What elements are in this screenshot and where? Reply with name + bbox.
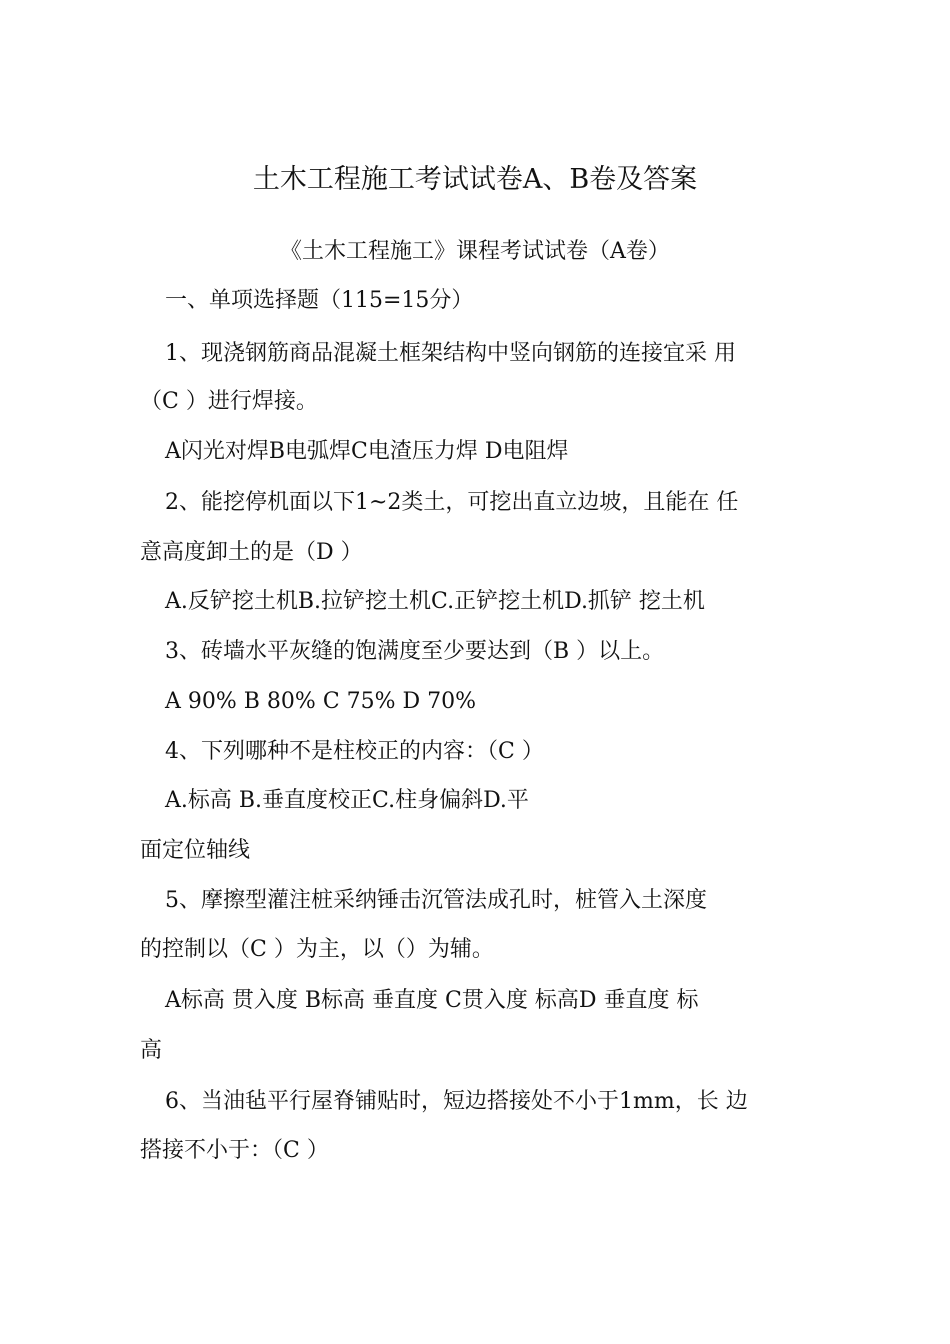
question-3-options: A 90% B 80% C 75% D 70% bbox=[165, 689, 477, 714]
question-4-options-line-2: 面定位轴线 bbox=[140, 838, 251, 863]
question-5-options-line-1: A标高 贯入度 B标高 垂直度 C贯入度 标高D 垂直度 标 bbox=[165, 988, 699, 1013]
question-4-options-line-1: A.标高 B.垂直度校正C.柱身偏斜D.平 bbox=[165, 788, 529, 813]
question-1-line-1: 1、现浇钢筋商品混凝土框架结构中竖向钢筋的连接宜采 用 bbox=[165, 341, 736, 366]
question-5-line-2: 的控制以（C ）为主，以（）为辅。 bbox=[140, 937, 494, 962]
question-3-line-1: 3、砖墙水平灰缝的饱满度至少要达到（B ）以上。 bbox=[165, 639, 665, 664]
question-6-line-2: 搭接不小于：（C ） bbox=[140, 1138, 329, 1163]
question-1-options: A闪光对焊B电弧焊C电渣压力焊 D电阻焊 bbox=[165, 439, 569, 464]
question-1-line-2: （C ）进行焊接。 bbox=[140, 389, 318, 414]
document-subtitle: 《土木工程施工》课程考试试卷（A卷） bbox=[280, 239, 670, 264]
question-4-line-1: 4、下列哪种不是柱校正的内容：（C ） bbox=[165, 739, 544, 764]
section-heading: 一、单项选择题（115=15分） bbox=[165, 288, 474, 313]
question-2-line-2: 意高度卸土的是（D ） bbox=[140, 540, 363, 565]
question-2-line-1: 2、能挖停机面以下1~2类土，可挖出直立边坡，且能在 任 bbox=[165, 490, 739, 515]
question-6-line-1: 6、当油毡平行屋脊铺贴时，短边搭接处不小于1mm，长 边 bbox=[165, 1089, 748, 1114]
question-5-options-line-2: 高 bbox=[140, 1038, 163, 1063]
question-2-options: A.反铲挖土机B.拉铲挖土机C.正铲挖土机D.抓铲 挖土机 bbox=[165, 589, 705, 614]
question-5-line-1: 5、摩擦型灌注桩采纳锤击沉管法成孔时，桩管入土深度 bbox=[165, 888, 707, 913]
document-title: 土木工程施工考试试卷A、B卷及答案 bbox=[252, 164, 698, 195]
